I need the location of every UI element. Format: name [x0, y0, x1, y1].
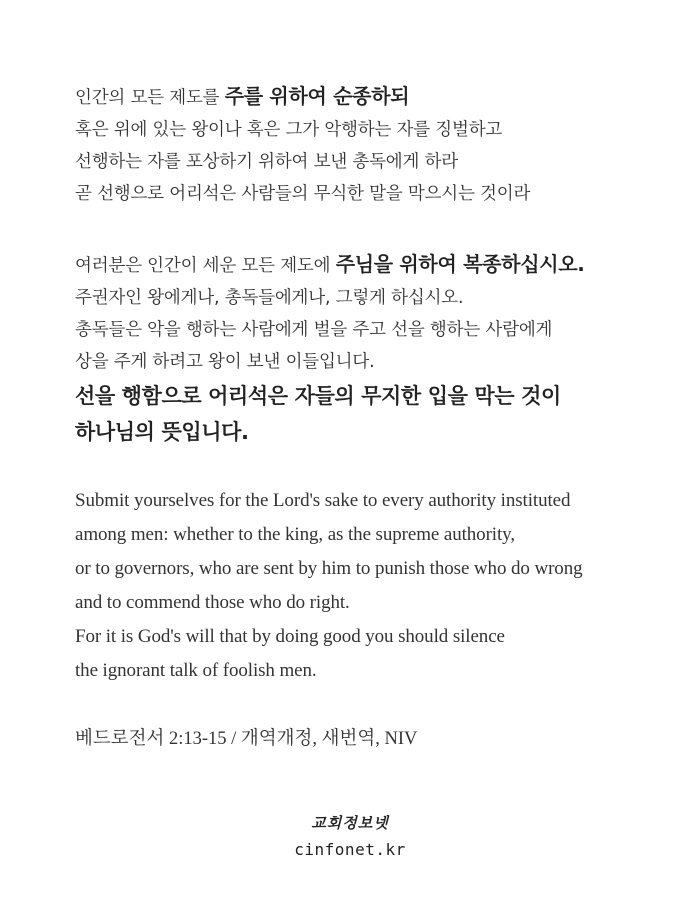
new-line-1: [75, 248, 675, 282]
niv-line-2: among men: whether to the king, as the supreme authority,: [75, 524, 515, 545]
krv-line-1-emphasis: 주를 위하여 순종하되: [224, 84, 410, 108]
niv-line-3: or to governors, who are sent by him to punish those who do wrong: [75, 558, 583, 579]
new-line-1-emphasis: 주님을 위하여 복종하십시오.: [335, 252, 585, 276]
krv-line-1: [75, 80, 675, 114]
niv-line-1: Submit yourselves for the Lord's sake to every authority instituted: [75, 490, 571, 511]
new-line-5-emphasis: 선을 행함으로 어리석은 자들의 무지한 입을 막는 것이: [75, 384, 561, 408]
brand-name: 교회정보넷: [311, 814, 389, 832]
passage-krv: [75, 80, 675, 210]
krv-line-1-plain: 인간의 모든 제도를: [75, 88, 225, 108]
krv-line-3: 선행하는 자를 포상하기 위하여 보낸 총독에게 하라: [75, 152, 458, 172]
reference: [75, 724, 675, 754]
passage-new: [75, 248, 675, 450]
new-line-4: 상을 주게 하려고 왕이 보낸 이들입니다.: [75, 352, 375, 372]
passage-niv: [75, 484, 675, 688]
scripture-reference: 베드로전서 2:13-15 / 개역개정, 새번역, NIV: [75, 729, 418, 749]
niv-line-4: and to commend those who do right.: [75, 592, 350, 613]
brand-url: cinfonet.kr: [294, 840, 406, 859]
krv-line-2: 혹은 위에 있는 왕이나 혹은 그가 악행하는 자를 징벌하고: [75, 120, 503, 140]
new-line-1-plain: 여러분은 인간이 세운 모든 제도에: [75, 256, 336, 276]
niv-line-5: For it is God's will that by doing good you should silence: [75, 626, 505, 647]
new-line-2: 주권자인 왕에게나, 총독들에게나, 그렇게 하십시오.: [75, 288, 464, 308]
new-line-3: 총독들은 악을 행하는 사람에게 벌을 주고 선을 행하는 사람에게: [75, 320, 553, 340]
niv-line-6: the ignorant talk of foolish men.: [75, 660, 317, 681]
new-line-6-emphasis: 하나님의 뜻입니다.: [75, 420, 249, 444]
krv-line-4: 곧 선행으로 어리석은 사람들의 무식한 말을 막으시는 것이라: [75, 184, 531, 204]
